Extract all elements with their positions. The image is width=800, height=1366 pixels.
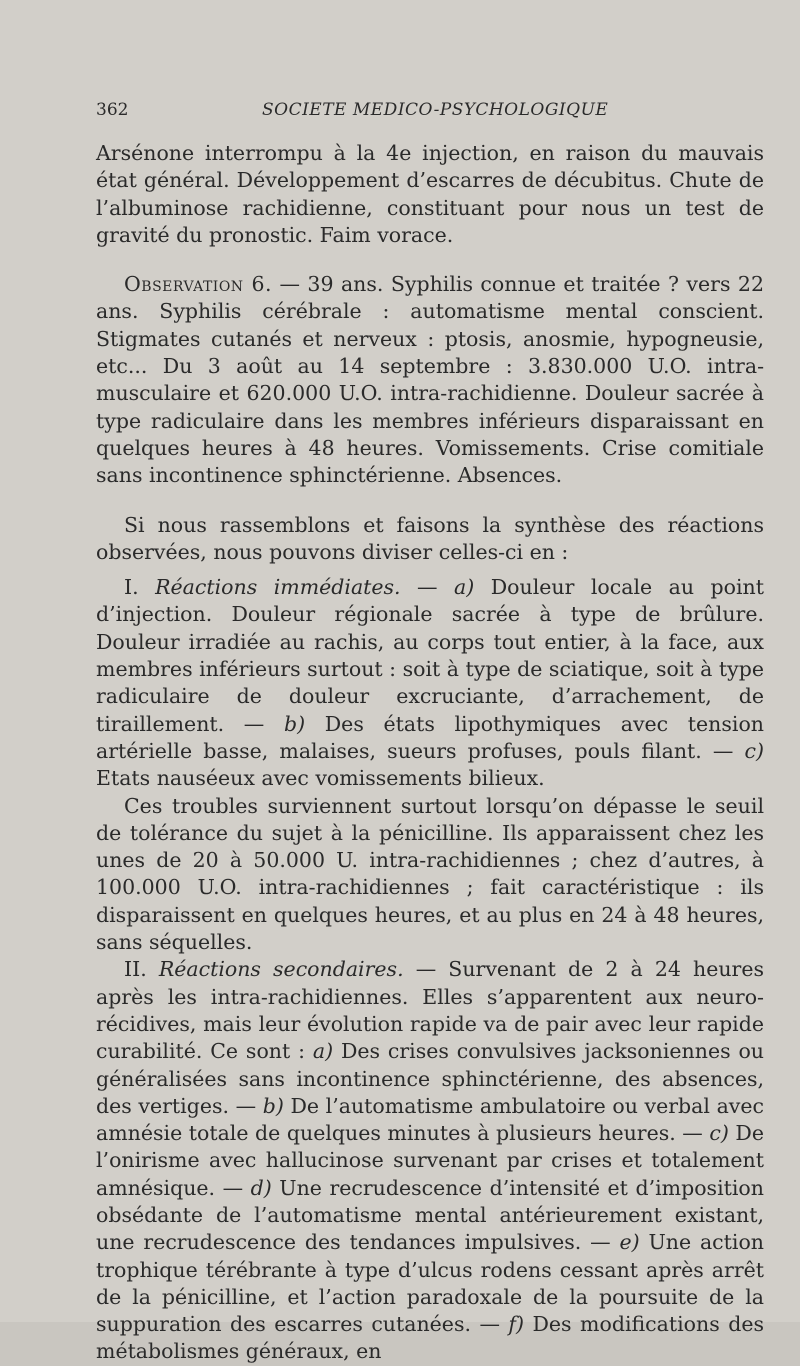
- text-run: Des crises convulsives jacksoniennes ou généralisées sans incontinence sphinctérienne, des absences, des vertiges. —: [96, 1039, 764, 1118]
- item-marker-d: d): [250, 1175, 272, 1200]
- paragraph-observation-6: [96, 271, 764, 489]
- observation-text: — 39 ans. Syphilis connue et traitée ? vers 22 ans. Syphilis cérébrale : automatisme mental conscient. Stigmates cutanés et nerveux : ptosis, anosmie, hypogneusie, etc... Du 3 août au 14 septembre : 3.830.000 U.O. intra-musculaire et 620.000 U.O. intra-rachidienne. Douleur sacrée à type radiculaire dans les membres inférieurs disparaissant en quelques heures à 48 heures. Vomissements. Crise comitiale sans incontinence sphinctérienne. Absences.: [96, 272, 764, 488]
- page-number: 362: [96, 100, 129, 120]
- text-run: Douleur locale au point d’injection. Douleur régionale sacrée à type de brûlure. Douleur irradiée au rachis, au corps tout entier, à la face, aux membres inférieurs surtout : soit à type de sciatique, soit à type radiculaire de douleur excruciante, d’arrachement, de tiraillement. —: [96, 575, 764, 736]
- item-marker-c: c): [744, 738, 764, 763]
- text-run: — Survenant de 2 à 24 heures après les intra-rachidiennes. Elles s’apparentent aux neuro-récidives, mais leur évolution rapide va de pair avec leur rapide curabilité. Ce sont :: [96, 957, 764, 1064]
- paragraph-troubles: Ces troubles surviennent surtout lorsqu’on dépasse le seuil de tolérance du sujet à la pénicilline. Ils apparaissent chez les unes de 20 à 50.000 U. intra-rachidiennes ; chez d’autres, à 100.000 U.O. intra-rachidiennes ; fait caractéristique : ils disparaissent en quelques heures, et au plus en 24 à 48 heures, sans séquelles.: [96, 793, 764, 955]
- text-run: Etats nauséeux avec vomissements bilieux.: [96, 766, 545, 791]
- item-marker-b: b): [283, 711, 306, 736]
- item-marker-e: e): [619, 1230, 640, 1255]
- item-marker-c: c): [709, 1121, 729, 1146]
- text-run: Des modifications des métabolismes généraux, en: [96, 1312, 764, 1364]
- item-marker-a: a): [312, 1039, 334, 1064]
- text-run: —: [400, 575, 455, 600]
- section-title-secondaires: Réactions secondaires.: [158, 957, 404, 982]
- observation-label: Observation 6.: [124, 272, 273, 297]
- page-body: [96, 140, 764, 1366]
- text-run: Une action trophique térébrante à type d’ulcus rodens cessant après arrêt de la pénicilline, et l’action paradoxale de la poursuite de la suppuration des escarres cutanées. —: [96, 1230, 764, 1337]
- section-number: II.: [124, 957, 159, 982]
- section-title-immediates: Réactions immédiates.: [155, 575, 401, 600]
- item-marker-f: f): [508, 1312, 525, 1337]
- item-marker-a: a): [454, 575, 475, 600]
- paragraph-reactions-secondaires: [96, 956, 764, 1365]
- section-number: I.: [124, 575, 156, 600]
- running-title: SOCIETE MEDICO-PSYCHOLOGIQUE: [262, 100, 609, 120]
- paragraph-arsenone: Arsénone interrompu à la 4e injection, en raison du mauvais état général. Développement d’escarres de décubitus. Chute de l’albuminose rachidienne, constituant pour nous un test de gravité du pronostic. Faim vorace.: [96, 141, 764, 247]
- text-run: Une recrudescence d’intensité et d’imposition obsédante de l’automatisme mental antérieurement existant, une recrudescence des tendances impulsives. —: [96, 1175, 764, 1255]
- text-run: De l’automatisme ambulatoire ou verbal avec amnésie totale de quelques minutes à plusieurs heures. —: [96, 1093, 764, 1146]
- paragraph-synthese: Si nous rassemblons et faisons la synthèse des réactions observées, nous pouvons diviser celles-ci en :: [96, 512, 764, 564]
- text-run: Des états lipothymiques avec tension artérielle basse, malaises, sueurs profuses, pouls filant. —: [96, 711, 764, 763]
- text-run: De l’onirisme avec hallucinose survenant par crises et totalement amnésique. —: [96, 1121, 764, 1200]
- item-marker-b: b): [262, 1093, 284, 1118]
- paragraph-reactions-immediates: [96, 574, 764, 792]
